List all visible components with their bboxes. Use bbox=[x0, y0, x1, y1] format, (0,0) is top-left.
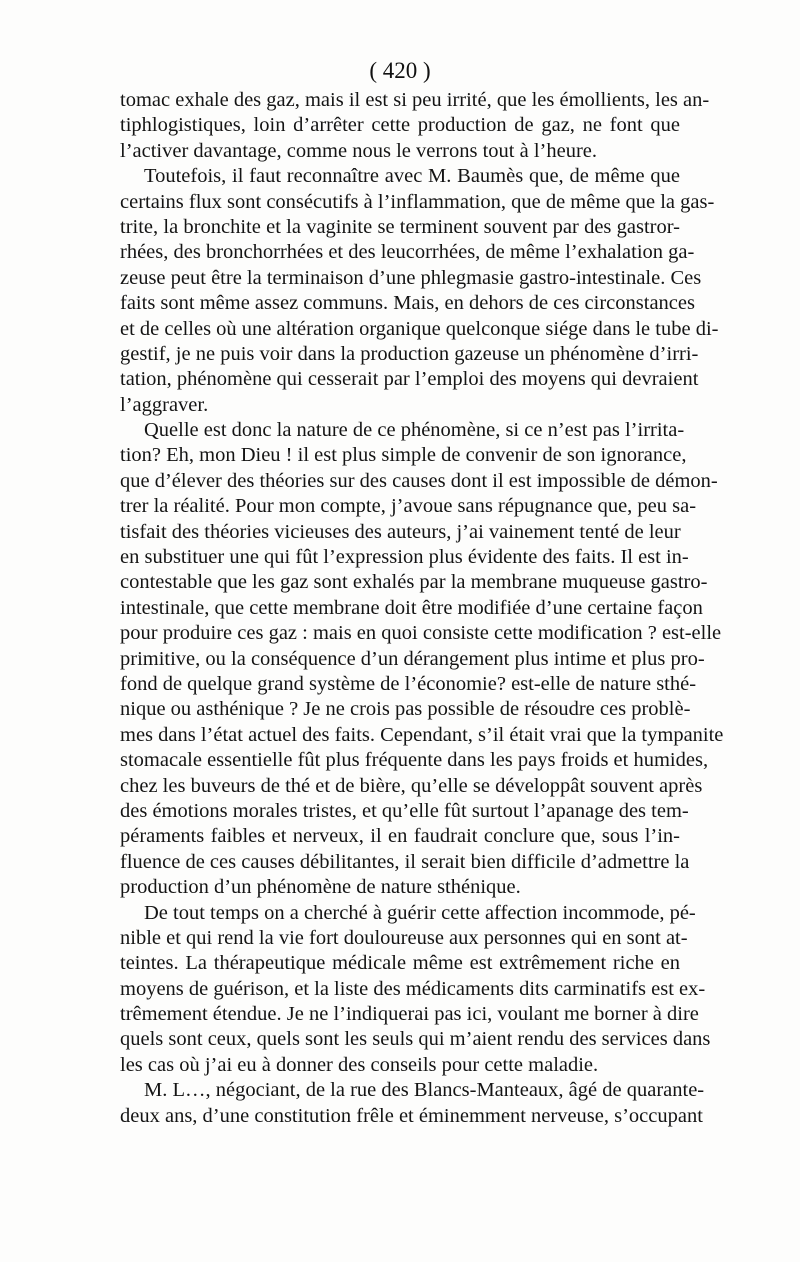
text-line: intestinale, que cette membrane doit être modifiée d’une certaine façon bbox=[120, 596, 703, 619]
text-line: pour produire ces gaz : mais en quoi consiste cette modification ? est-elle bbox=[120, 622, 722, 645]
text-line: De tout temps on a cherché à guérir cette affection incommode, pé- bbox=[144, 901, 696, 924]
text-line: deux ans, d’une constitution frêle et éminemment nerveuse, s’occupant bbox=[120, 1104, 703, 1127]
text-line: tation, phénomène qui cesserait par l’emploi des moyens qui devraient bbox=[120, 368, 699, 391]
text-line: chez les buveurs de thé et de bière, qu’elle se développât souvent après bbox=[120, 774, 703, 797]
text-line: M. L…, négociant, de la rue des Blancs-Manteaux, âgé de quarante- bbox=[144, 1079, 705, 1102]
paragraph bbox=[120, 901, 711, 1079]
text-line: stomacale essentielle fût plus fréquente dans les pays froids et humides, bbox=[120, 749, 709, 772]
paragraph bbox=[120, 418, 724, 900]
text-line: trite, la bronchite et la vaginite se terminent souvent par des gastror- bbox=[120, 215, 680, 238]
page-body-text bbox=[120, 88, 724, 1129]
text-line: tiphlogistiques, loin d’arrêter cette production de gaz, ne font que bbox=[120, 114, 680, 137]
text-line: et de celles où une altération organique quelconque siége dans le tube di- bbox=[120, 317, 719, 340]
text-line: nique ou asthénique ? Je ne crois pas possible de résoudre ces problè- bbox=[120, 698, 691, 721]
text-line: faits sont même assez communs. Mais, en dehors de ces circonstances bbox=[120, 292, 695, 315]
text-line: quels sont ceux, quels sont les seuls qui m’aient rendu des services dans bbox=[120, 1028, 711, 1051]
text-line: que d’élever des théories sur des causes dont il est impossible de démon- bbox=[120, 469, 718, 492]
text-line: moyens de guérison, et la liste des médicaments dits carminatifs est ex- bbox=[120, 977, 706, 1000]
text-line: nible et qui rend la vie fort douloureuse aux personnes qui en sont at- bbox=[120, 926, 688, 949]
text-line: l’aggraver. bbox=[120, 393, 209, 416]
text-line: rhées, des bronchorrhées et des leucorrhées, de même l’exhalation ga- bbox=[120, 241, 695, 264]
text-line: mes dans l’état actuel des faits. Cependant, s’il était vrai que la tympanite bbox=[120, 723, 724, 746]
text-line: trer la réalité. Pour mon compte, j’avoue sans répugnance que, peu sa- bbox=[120, 495, 697, 518]
text-line: contestable que les gaz sont exhalés par la membrane muqueuse gastro- bbox=[120, 571, 708, 594]
text-line: les cas où j’ai eu à donner des conseils pour cette maladie. bbox=[120, 1053, 599, 1076]
text-line: tion? Eh, mon Dieu ! il est plus simple de convenir de son ignorance, bbox=[120, 444, 687, 467]
text-line: fond de quelque grand système de l’économie? est-elle de nature sthé- bbox=[120, 672, 697, 695]
text-line: tisfait des théories vicieuses des auteurs, j’ai vainement tenté de leur bbox=[120, 520, 681, 543]
text-line: Toutefois, il faut reconnaître avec M. Baumès que, de même que bbox=[144, 165, 680, 188]
text-line: zeuse peut être la terminaison d’une phlegmasie gastro-intestinale. Ces bbox=[120, 266, 702, 289]
text-line: fluence de ces causes débilitantes, il serait bien difficile d’admettre la bbox=[120, 850, 690, 873]
text-line: Quelle est donc la nature de ce phénomène, si ce n’est pas l’irrita- bbox=[144, 419, 685, 442]
page-number-header: ( 420 ) bbox=[369, 58, 431, 83]
text-line: péraments faibles et nerveux, il en faudrait conclure que, sous l’in- bbox=[120, 825, 680, 848]
paragraph bbox=[120, 1078, 705, 1129]
text-line: trêmement étendue. Je ne l’indiquerai pas ici, voulant me borner à dire bbox=[120, 1003, 699, 1026]
text-line: l’activer davantage, comme nous le verrons tout à l’heure. bbox=[120, 139, 598, 162]
text-line: tomac exhale des gaz, mais il est si peu irrité, que les émollients, les an- bbox=[120, 89, 710, 111]
paragraph bbox=[120, 164, 719, 418]
text-line: teintes. La thérapeutique médicale même est extrêmement riche en bbox=[120, 952, 680, 975]
text-line: en substituer une qui fût l’expression plus évidente des faits. Il est in- bbox=[120, 546, 689, 569]
text-line: certains flux sont consécutifs à l’inflammation, que de même que la gas- bbox=[120, 190, 715, 213]
text-line: production d’un phénomène de nature sthénique. bbox=[120, 876, 521, 899]
text-line: primitive, ou la conséquence d’un dérangement plus intime et plus pro- bbox=[120, 647, 705, 670]
paragraph bbox=[120, 88, 710, 164]
text-line: gestif, je ne puis voir dans la production gazeuse un phénomène d’irri- bbox=[120, 342, 699, 365]
text-line: des émotions morales tristes, et qu’elle fût surtout l’apanage des tem- bbox=[120, 799, 689, 822]
